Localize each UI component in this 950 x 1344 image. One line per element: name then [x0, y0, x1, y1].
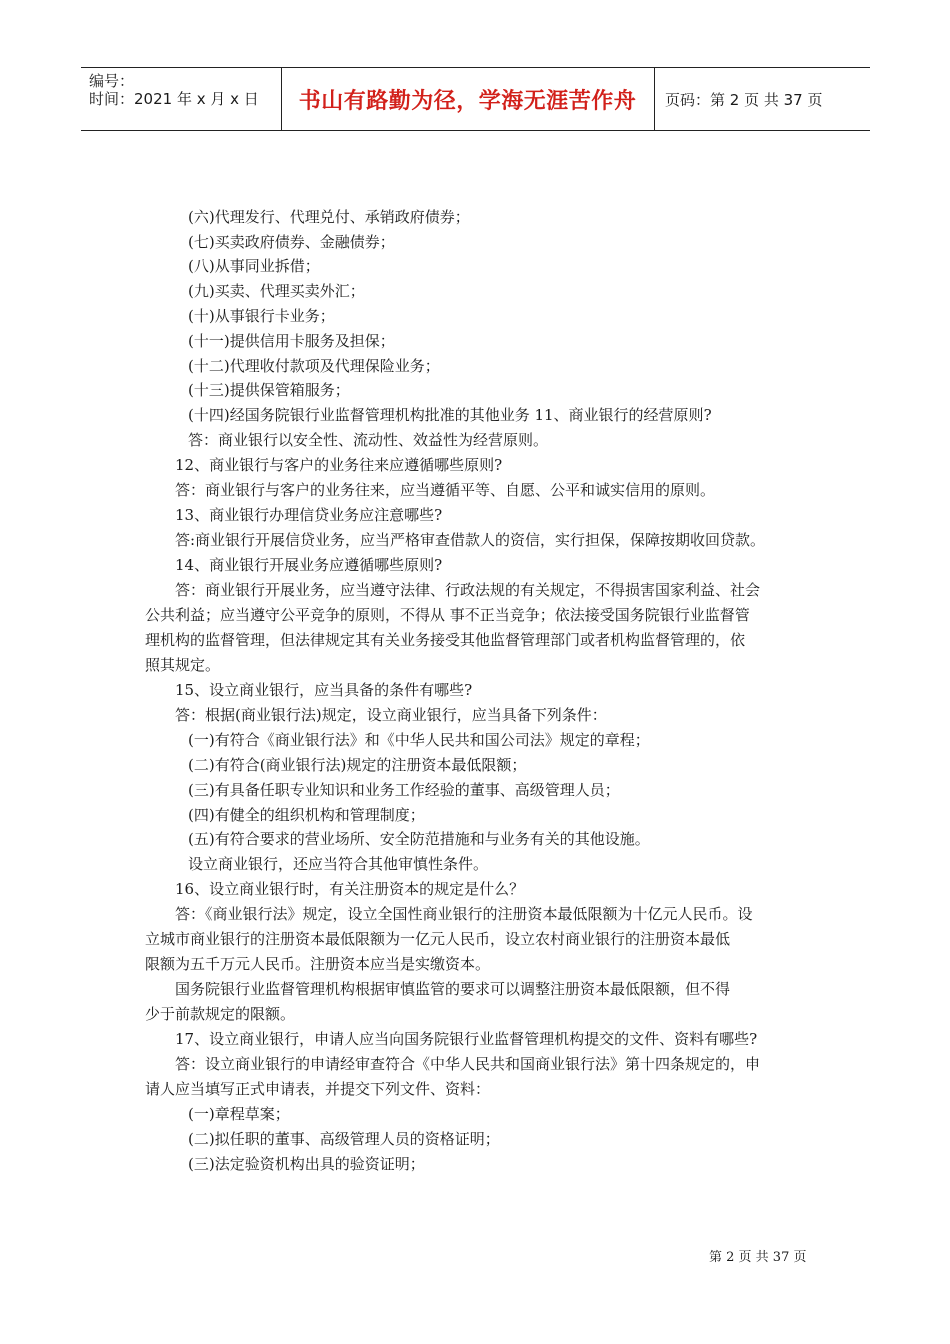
body-line: (五)有符合要求的营业场所、安全防范措施和与业务有关的其他设施。 — [188, 830, 650, 848]
header-meta — [81, 68, 282, 130]
document-number-label: 编号： — [89, 72, 135, 90]
body-line: 答：商业银行与客户的业务往来，应当遵循平等、自愿、公平和诚实信用的原则。 — [175, 481, 716, 499]
body-line: 限额为五千万元人民币。注册资本应当是实缴资本。 — [145, 955, 491, 973]
body-line: 17、设立商业银行，申请人应当向国务院银行业监督管理机构提交的文件、资料有哪些? — [175, 1030, 758, 1048]
body-line: 13、商业银行办理信贷业务应注意哪些? — [175, 506, 443, 524]
header-motto-cell — [281, 68, 655, 130]
body-line: 答:商业银行开展信贷业务，应当严格审查借款人的资信，实行担保，保障按期收回贷款。 — [175, 531, 766, 549]
body-line: (十四)经国务院银行业监督管理机构批准的其他业务 11、商业银行的经营原则? — [188, 406, 712, 424]
body-line: 答：商业银行以安全性、流动性、效益性为经营原则。 — [188, 431, 549, 449]
body-line: (九)买卖、代理买卖外汇； — [188, 282, 365, 300]
body-line: 设立商业银行，还应当符合其他审慎性条件。 — [188, 855, 489, 873]
body-line: 12、商业银行与客户的业务往来应遵循哪些原则? — [175, 456, 503, 474]
body-line: 立城市商业银行的注册资本最低限额为一亿元人民币，设立农村商业银行的注册资本最低 — [145, 930, 731, 948]
body-line: 照其规定。 — [145, 656, 221, 674]
body-line: 公共利益；应当遵守公平竞争的原则，不得从 事不正当竞争；依法接受国务院银行业监督管 — [145, 606, 750, 624]
body-line: 答：根据(商业银行法)规定，设立商业银行，应当具备下列条件： — [175, 706, 607, 724]
body-line: 理机构的监督管理，但法律规定其有关业务接受其他监督管理部门或者机构监督管理的，依 — [145, 631, 746, 649]
body-line: (十一)提供信用卡服务及担保； — [188, 332, 395, 350]
body-line: (一)有符合《商业银行法》和《中华人民共和国公司法》规定的章程； — [188, 731, 650, 749]
body-line: 少于前款规定的限额。 — [145, 1005, 296, 1023]
body-line: (四)有健全的组织机构和管理制度； — [188, 806, 425, 824]
body-line: 16、设立商业银行时，有关注册资本的规定是什么？ — [175, 880, 525, 898]
body-line: (一)章程草案； — [188, 1105, 290, 1123]
body-line: (七)买卖政府债券、金融债券； — [188, 233, 395, 251]
body-line: (二)拟任职的董事、高级管理人员的资格证明； — [188, 1130, 500, 1148]
body-line: 14、商业银行开展业务应遵循哪些原则? — [175, 556, 443, 574]
body-line: (十)从事银行卡业务； — [188, 307, 335, 325]
body-line: (十三)提供保管箱服务； — [188, 381, 350, 399]
body-line: 答：设立商业银行的申请经审查符合《中华人民共和国商业银行法》第十四条规定的，申 — [175, 1055, 761, 1073]
body-line: 请人应当填写正式申请表，并提交下列文件、资料： — [145, 1080, 491, 1098]
body-line: 答：商业银行开展业务，应当遵守法律、行政法规的有关规定，不得损害国家利益、社会 — [175, 581, 761, 599]
document-time-label: 时间：2021 年 x 月 x 日 — [89, 90, 259, 108]
body-line: (六)代理发行、代理兑付、承销政府债券； — [188, 208, 470, 226]
body-line: (三)有具备任职专业知识和业务工作经验的董事、高级管理人员； — [188, 781, 620, 799]
header-page-cell — [655, 68, 870, 130]
body-line: (三)法定验资机构出具的验资证明； — [188, 1155, 425, 1173]
body-line: 国务院银行业监督管理机构根据审慎监管的要求可以调整注册资本最低限额，但不得 — [175, 980, 731, 998]
body-line: (十二)代理收付款项及代理保险业务； — [188, 357, 440, 375]
page-footer: 第 2 页 共 37 页 — [709, 1250, 807, 1265]
body-line: (二)有符合(商业银行法)规定的注册资本最低限额； — [188, 756, 527, 774]
header-motto: 书山有路勤为径，学海无涯苦作舟 — [298, 88, 637, 114]
body-line: 答：《商业银行法》规定，设立全国性商业银行的注册资本最低限额为十亿元人民币。设 — [175, 905, 753, 923]
header-page-code: 页码：第 2 页 共 37 页 — [665, 90, 823, 109]
page-header — [81, 67, 870, 131]
body-line: (八)从事同业拆借； — [188, 257, 320, 275]
body-line: 15、设立商业银行，应当具备的条件有哪些? — [175, 681, 473, 699]
